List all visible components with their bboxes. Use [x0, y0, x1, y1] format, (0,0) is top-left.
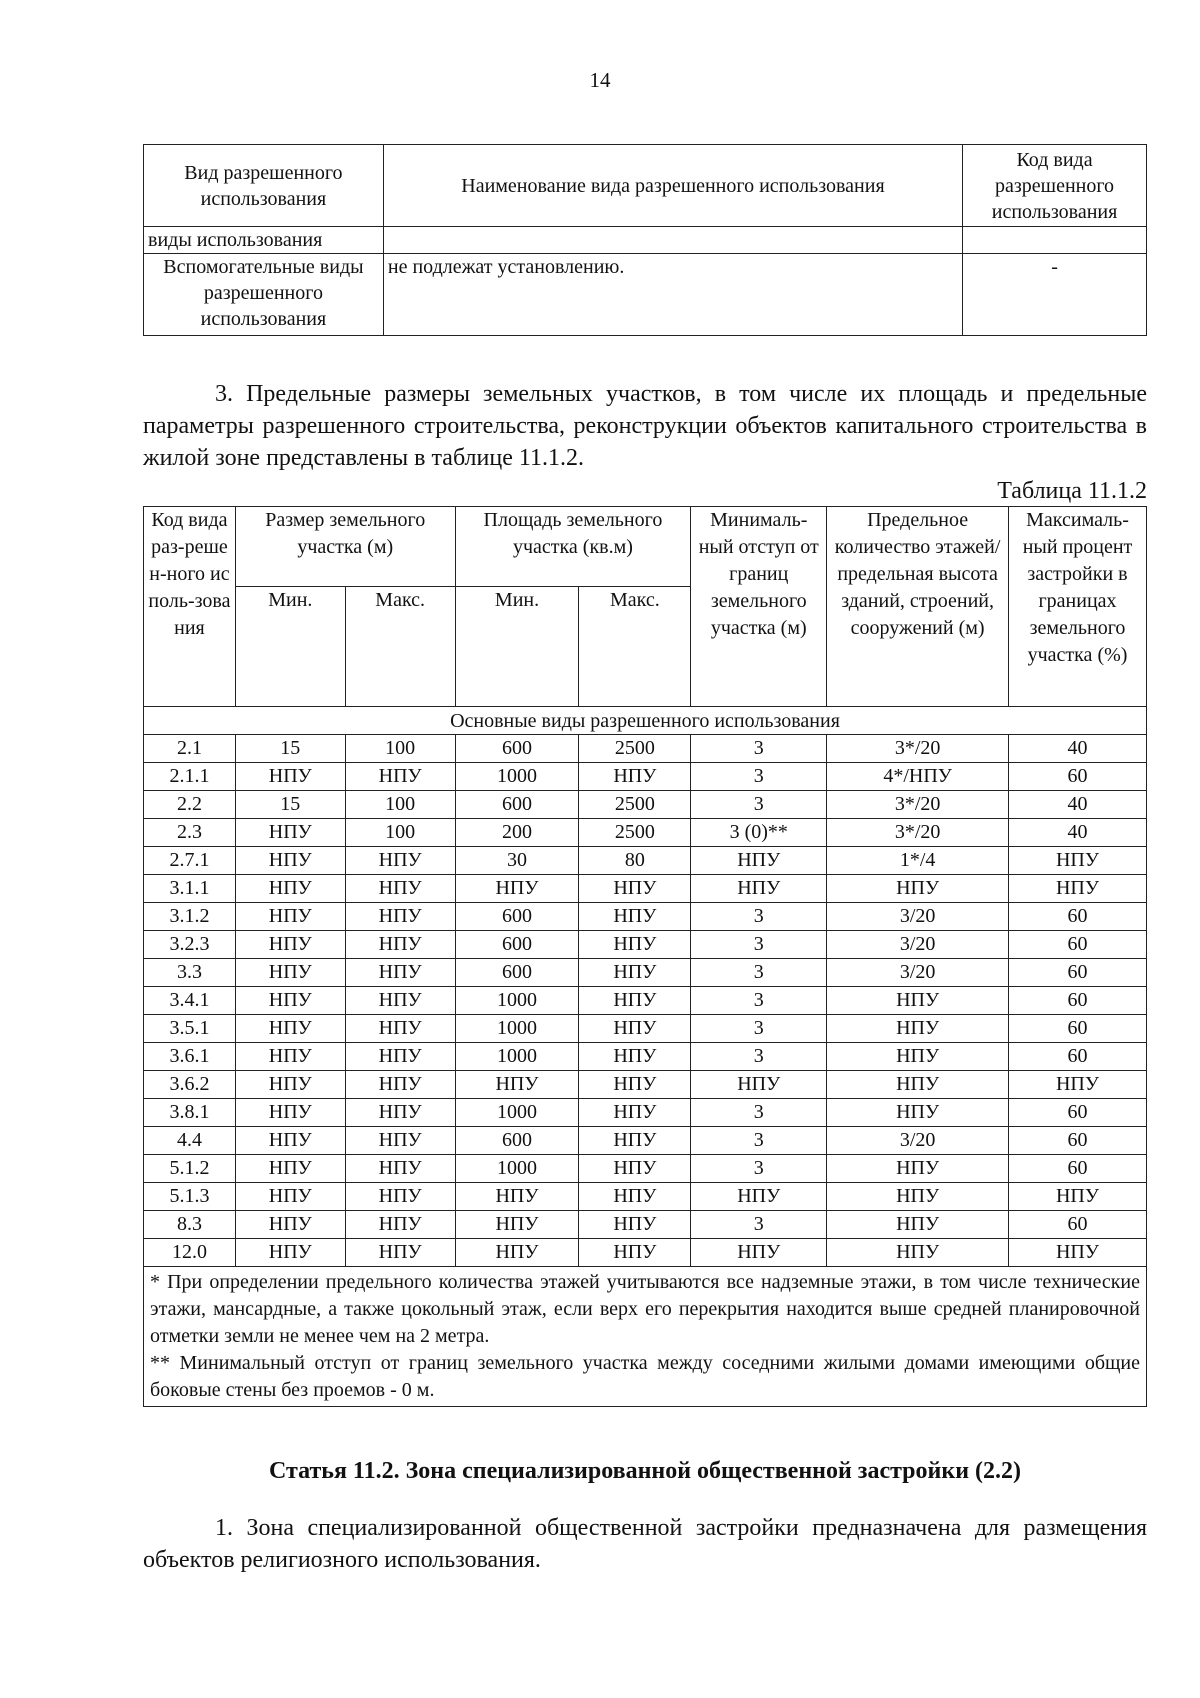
- cell-setback: НПУ: [691, 1183, 827, 1211]
- cell-size-min: НПУ: [235, 1127, 345, 1155]
- cell-area-min: 600: [455, 931, 579, 959]
- cell-area-min: 600: [455, 791, 579, 819]
- table-row: [144, 763, 1147, 791]
- cell-coverage: НПУ: [1009, 875, 1147, 903]
- header-size-group: Размер земельного участка (м): [235, 507, 455, 587]
- permitted-use-table: [143, 144, 1147, 336]
- cell-coverage: 60: [1009, 1211, 1147, 1239]
- cell-area-max: НПУ: [579, 1043, 691, 1071]
- article-heading: Статья 11.2. Зона специализированной общественной застройки (2.2): [268, 1458, 1021, 1484]
- cell-floors: 3*/20: [827, 735, 1009, 763]
- paragraph-limits: 3. Предельные размеры земельных участков, в том числе их площадь и предельные параметры разрешенного строительства, реконструкции объектов капитального строительства в жилой зоне представлены в таблице 11.1.2.: [143, 381, 1147, 471]
- cell-coverage: 60: [1009, 987, 1147, 1015]
- table-row: [144, 959, 1147, 987]
- cell-floors: НПУ: [827, 1099, 1009, 1127]
- cell-floors: НПУ: [827, 875, 1009, 903]
- cell-coverage: 60: [1009, 959, 1147, 987]
- table-row: [144, 1015, 1147, 1043]
- table-row: [144, 875, 1147, 903]
- cell-area-min: 200: [455, 819, 579, 847]
- cell-area-min: 600: [455, 735, 579, 763]
- cell-area-max: 2500: [579, 735, 691, 763]
- cell-coverage: 60: [1009, 1155, 1147, 1183]
- cell-size-min: НПУ: [235, 1015, 345, 1043]
- cell-use-code: [963, 227, 1147, 254]
- cell-area-min: НПУ: [455, 1071, 579, 1099]
- cell-coverage: 60: [1009, 1015, 1147, 1043]
- header-size-max: Макс.: [345, 587, 455, 707]
- cell-coverage: 60: [1009, 1127, 1147, 1155]
- section-row: [144, 707, 1147, 735]
- cell-size-min: НПУ: [235, 1183, 345, 1211]
- cell-floors: 3/20: [827, 931, 1009, 959]
- cell-area-min: 600: [455, 903, 579, 931]
- cell-size-max: НПУ: [345, 1071, 455, 1099]
- cell-floors: НПУ: [827, 1155, 1009, 1183]
- cell-setback: НПУ: [691, 1239, 827, 1267]
- cell-setback: 3 (0)**: [691, 819, 827, 847]
- header-use-type: Вид разрешенного использования: [144, 145, 384, 227]
- table-row: [144, 987, 1147, 1015]
- cell-area-min: 600: [455, 1127, 579, 1155]
- cell-size-max: НПУ: [345, 875, 455, 903]
- cell-setback: 3: [691, 735, 827, 763]
- cell-floors: 4*/НПУ: [827, 763, 1009, 791]
- note-floors: * При определении предельного количества этажей учитываются все надземные этажи, в том числе технические этажи, мансардные, а также цокольный этаж, если верх его перекрытия находится выше средней планировочной отметки земли не менее чем на 2 метра.: [150, 1271, 1140, 1347]
- header-area-max: Макс.: [579, 587, 691, 707]
- header-setback: Минималь-ный отступ от границ земельного участка (м): [691, 507, 827, 707]
- cell-coverage: 60: [1009, 903, 1147, 931]
- cell-area-max: НПУ: [579, 959, 691, 987]
- cell-floors: 3/20: [827, 1127, 1009, 1155]
- cell-area-min: 1000: [455, 1155, 579, 1183]
- cell-size-max: 100: [345, 735, 455, 763]
- cell-code: 2.3: [144, 819, 236, 847]
- cell-floors: 3/20: [827, 903, 1009, 931]
- cell-area-max: НПУ: [579, 763, 691, 791]
- cell-code: 8.3: [144, 1211, 236, 1239]
- cell-code: 2.1.1: [144, 763, 236, 791]
- cell-size-min: НПУ: [235, 1099, 345, 1127]
- cell-area-max: НПУ: [579, 875, 691, 903]
- cell-setback: 3: [691, 903, 827, 931]
- cell-area-max: НПУ: [579, 1239, 691, 1267]
- cell-code: 5.1.3: [144, 1183, 236, 1211]
- cell-coverage: 60: [1009, 763, 1147, 791]
- table-row: [144, 819, 1147, 847]
- cell-area-max: НПУ: [579, 1071, 691, 1099]
- cell-code: 3.1.2: [144, 903, 236, 931]
- table-row: [144, 1183, 1147, 1211]
- cell-setback: 3: [691, 763, 827, 791]
- header-area-min: Мин.: [455, 587, 579, 707]
- cell-size-min: НПУ: [235, 819, 345, 847]
- cell-use-name: не подлежат установлению.: [383, 254, 962, 336]
- cell-floors: НПУ: [827, 1071, 1009, 1099]
- cell-setback: 3: [691, 1127, 827, 1155]
- cell-size-max: НПУ: [345, 763, 455, 791]
- cell-size-min: НПУ: [235, 1211, 345, 1239]
- cell-coverage: 40: [1009, 819, 1147, 847]
- cell-size-max: 100: [345, 819, 455, 847]
- table-row: [144, 903, 1147, 931]
- cell-code: 12.0: [144, 1239, 236, 1267]
- table-caption: Таблица 11.1.2: [997, 478, 1147, 504]
- cell-floors: НПУ: [827, 987, 1009, 1015]
- cell-size-max: НПУ: [345, 1127, 455, 1155]
- table-header-row: [144, 145, 1147, 227]
- cell-size-min: НПУ: [235, 1239, 345, 1267]
- cell-area-min: 1000: [455, 987, 579, 1015]
- cell-size-max: НПУ: [345, 1211, 455, 1239]
- section-label: Основные виды разрешенного использования: [144, 707, 1147, 735]
- cell-size-max: НПУ: [345, 987, 455, 1015]
- cell-area-max: НПУ: [579, 903, 691, 931]
- cell-code: 2.7.1: [144, 847, 236, 875]
- cell-area-min: НПУ: [455, 875, 579, 903]
- cell-floors: НПУ: [827, 1211, 1009, 1239]
- cell-code: 2.1: [144, 735, 236, 763]
- cell-size-min: НПУ: [235, 1043, 345, 1071]
- cell-code: 3.5.1: [144, 1015, 236, 1043]
- header-code: Код вида раз-решен-ного исполь-зования: [144, 507, 236, 707]
- cell-floors: 3*/20: [827, 819, 1009, 847]
- cell-floors: НПУ: [827, 1183, 1009, 1211]
- cell-area-min: 1000: [455, 1099, 579, 1127]
- cell-area-min: 30: [455, 847, 579, 875]
- cell-size-min: НПУ: [235, 931, 345, 959]
- header-use-name: Наименование вида разрешенного использования: [383, 145, 962, 227]
- cell-size-max: НПУ: [345, 1099, 455, 1127]
- table-row: [144, 931, 1147, 959]
- cell-floors: НПУ: [827, 1239, 1009, 1267]
- parameters-table: [143, 506, 1147, 1407]
- table-notes: [144, 1267, 1147, 1407]
- cell-coverage: НПУ: [1009, 847, 1147, 875]
- table-row: [144, 1127, 1147, 1155]
- cell-size-max: НПУ: [345, 903, 455, 931]
- table-row: [144, 1043, 1147, 1071]
- cell-area-max: 80: [579, 847, 691, 875]
- cell-setback: 3: [691, 1015, 827, 1043]
- cell-floors: 1*/4: [827, 847, 1009, 875]
- cell-floors: НПУ: [827, 1015, 1009, 1043]
- page-number: 14: [589, 68, 611, 92]
- cell-code: 3.6.2: [144, 1071, 236, 1099]
- cell-area-max: НПУ: [579, 931, 691, 959]
- cell-size-max: НПУ: [345, 1183, 455, 1211]
- cell-setback: 3: [691, 959, 827, 987]
- table-row: [144, 1071, 1147, 1099]
- cell-size-min: НПУ: [235, 875, 345, 903]
- cell-code: 4.4: [144, 1127, 236, 1155]
- cell-area-max: НПУ: [579, 1183, 691, 1211]
- paragraph-zone-purpose: 1. Зона специализированной общественной застройки предназначена для размещения объектов религиозного использования.: [143, 1515, 1147, 1573]
- header-coverage: Максималь-ный процент застройки в границах земельного участка (%): [1009, 507, 1147, 707]
- table-row: [144, 735, 1147, 763]
- cell-size-max: 100: [345, 791, 455, 819]
- cell-code: 2.2: [144, 791, 236, 819]
- cell-area-min: НПУ: [455, 1183, 579, 1211]
- cell-size-min: 15: [235, 791, 345, 819]
- table-row: [144, 847, 1147, 875]
- cell-code: 5.1.2: [144, 1155, 236, 1183]
- cell-setback: НПУ: [691, 1071, 827, 1099]
- cell-size-min: НПУ: [235, 847, 345, 875]
- cell-area-min: 1000: [455, 1015, 579, 1043]
- cell-area-max: 2500: [579, 791, 691, 819]
- cell-setback: 3: [691, 1155, 827, 1183]
- header-floors: Предельное количество этажей/ предельная высота зданий, строений, сооружений (м): [827, 507, 1009, 707]
- cell-floors: 3*/20: [827, 791, 1009, 819]
- cell-size-max: НПУ: [345, 959, 455, 987]
- cell-setback: НПУ: [691, 847, 827, 875]
- notes-row: [144, 1267, 1147, 1407]
- cell-setback: 3: [691, 987, 827, 1015]
- cell-area-max: НПУ: [579, 1015, 691, 1043]
- cell-area-max: НПУ: [579, 1155, 691, 1183]
- cell-coverage: 60: [1009, 931, 1147, 959]
- cell-coverage: НПУ: [1009, 1239, 1147, 1267]
- cell-setback: 3: [691, 791, 827, 819]
- cell-code: 3.4.1: [144, 987, 236, 1015]
- cell-setback: 3: [691, 1211, 827, 1239]
- cell-size-max: НПУ: [345, 1043, 455, 1071]
- cell-area-min: 1000: [455, 763, 579, 791]
- note-setback: ** Минимальный отступ от границ земельного участка между соседними жилыми домами имеющими общие боковые стены без проемов - 0 м.: [150, 1352, 1140, 1401]
- table-row: [144, 791, 1147, 819]
- cell-size-max: НПУ: [345, 1155, 455, 1183]
- cell-coverage: 40: [1009, 735, 1147, 763]
- cell-area-min: 600: [455, 959, 579, 987]
- header-area-group: Площадь земельного участка (кв.м): [455, 507, 691, 587]
- cell-area-max: НПУ: [579, 1099, 691, 1127]
- table-row: [144, 1211, 1147, 1239]
- table-header-row: [144, 507, 1147, 587]
- cell-coverage: НПУ: [1009, 1071, 1147, 1099]
- cell-size-max: НПУ: [345, 931, 455, 959]
- cell-size-max: НПУ: [345, 1239, 455, 1267]
- cell-setback: НПУ: [691, 875, 827, 903]
- cell-coverage: НПУ: [1009, 1183, 1147, 1211]
- table-row: [144, 227, 1147, 254]
- table-row: [144, 1155, 1147, 1183]
- cell-size-min: НПУ: [235, 1155, 345, 1183]
- cell-size-max: НПУ: [345, 1015, 455, 1043]
- table-row: [144, 1099, 1147, 1127]
- cell-area-max: НПУ: [579, 1211, 691, 1239]
- cell-size-min: 15: [235, 735, 345, 763]
- header-size-min: Мин.: [235, 587, 345, 707]
- cell-size-max: НПУ: [345, 847, 455, 875]
- cell-code: 3.3: [144, 959, 236, 987]
- cell-setback: 3: [691, 931, 827, 959]
- cell-code: 3.2.3: [144, 931, 236, 959]
- cell-area-min: 1000: [455, 1043, 579, 1071]
- table-row: [144, 1239, 1147, 1267]
- cell-area-max: НПУ: [579, 1127, 691, 1155]
- cell-size-min: НПУ: [235, 959, 345, 987]
- cell-coverage: 40: [1009, 791, 1147, 819]
- cell-use-name: [383, 227, 962, 254]
- cell-floors: 3/20: [827, 959, 1009, 987]
- cell-area-min: НПУ: [455, 1239, 579, 1267]
- cell-size-min: НПУ: [235, 987, 345, 1015]
- cell-code: 3.6.1: [144, 1043, 236, 1071]
- cell-use-type: виды использования: [144, 227, 384, 254]
- cell-area-min: НПУ: [455, 1211, 579, 1239]
- header-use-code: Код вида разрешенного использования: [963, 145, 1147, 227]
- cell-coverage: 60: [1009, 1043, 1147, 1071]
- cell-use-type: Вспомогательные виды разрешенного использования: [144, 254, 384, 336]
- cell-area-max: НПУ: [579, 987, 691, 1015]
- cell-setback: 3: [691, 1043, 827, 1071]
- table-row: [144, 254, 1147, 336]
- cell-area-max: 2500: [579, 819, 691, 847]
- cell-code: 3.1.1: [144, 875, 236, 903]
- cell-use-code: -: [963, 254, 1147, 336]
- cell-size-min: НПУ: [235, 903, 345, 931]
- cell-size-min: НПУ: [235, 763, 345, 791]
- cell-size-min: НПУ: [235, 1071, 345, 1099]
- cell-coverage: 60: [1009, 1099, 1147, 1127]
- cell-floors: НПУ: [827, 1043, 1009, 1071]
- cell-setback: 3: [691, 1099, 827, 1127]
- cell-code: 3.8.1: [144, 1099, 236, 1127]
